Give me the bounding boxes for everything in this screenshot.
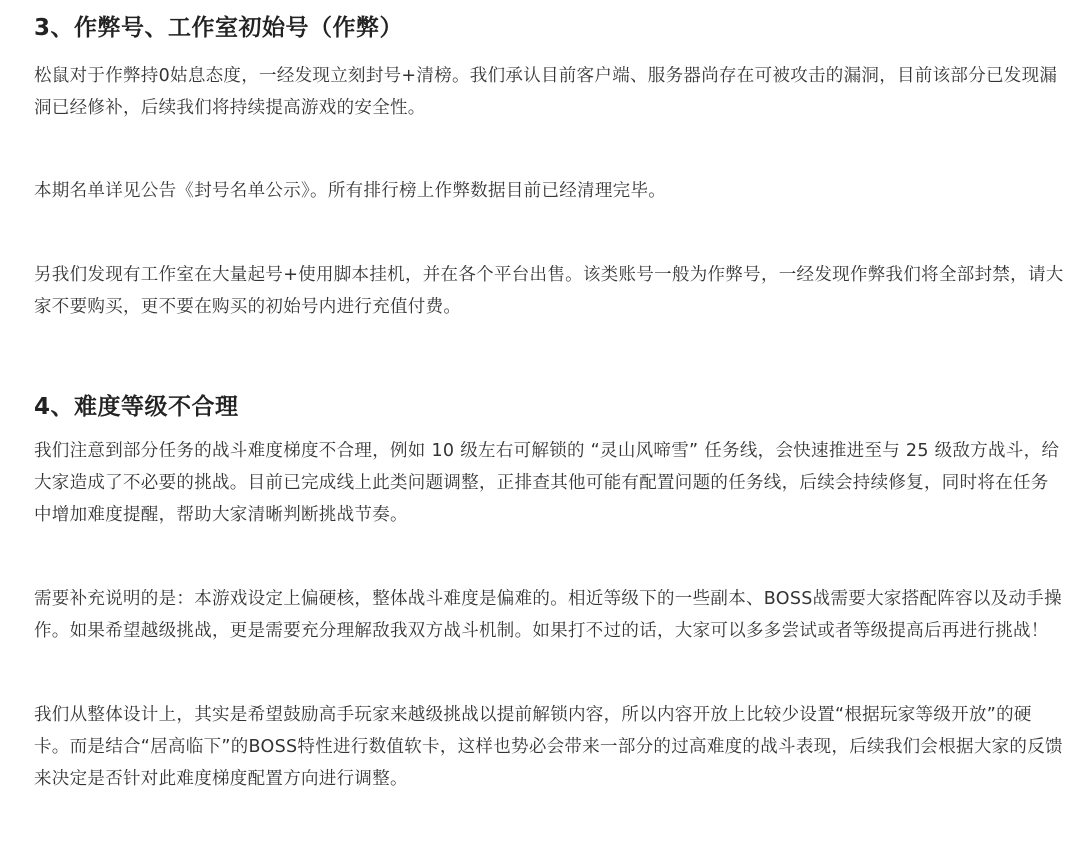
paragraph-cheating-policy: 松鼠对于作弊持0姑息态度，一经发现立刻封号+清榜。我们承认目前客户端、服务器尚存在可被攻击的漏洞，目前该部分已发现漏洞已经修补，后续我们将持续提高游戏的安全性。: [34, 66, 1058, 118]
article-body: [34, 0, 1064, 795]
paragraph-ban-list: 本期名单详见公告《封号名单公示》。所有排行榜上作弊数据目前已经清理完毕。: [34, 181, 667, 201]
paragraph-difficulty-gradient: 我们注意到部分任务的战斗难度梯度不合理，例如 10 级左右可解锁的 “灵山风啼雪” 任务线，会快速推进至与 25 级敌方战斗，给大家造成了不必要的挑战。目前已完成线上此类问题调整，正排查其他可能有配置问题的任务线，后续会持续修复，同时将在任务中增加难度提醒，帮助大家清晰判断挑战节奏。: [34, 441, 1060, 525]
section-title-difficulty: 4、难度等级不合理: [34, 394, 239, 420]
paragraph-studio-accounts: 另我们发现有工作室在大量起号+使用脚本挂机，并在各个平台出售。该类账号一般为作弊号，一经发现作弊我们将全部封禁，请大家不要购买，更不要在购买的初始号内进行充值付费。: [34, 265, 1064, 317]
section-title-cheating: 3、作弊号、工作室初始号（作弊）: [34, 15, 404, 41]
paragraph-hardcore-note: 需要补充说明的是：本游戏设定上偏硬核，整体战斗难度是偏难的。相近等级下的一些副本、BOSS战需要大家搭配阵容以及动手操作。如果希望越级挑战，更是需要充分理解敌我双方战斗机制。如果打不过的话，大家可以多多尝试或者等级提高后再进行挑战！: [34, 589, 1062, 641]
paragraph-design-intent: 我们从整体设计上，其实是希望鼓励高手玩家来越级挑战以提前解锁内容，所以内容开放上比较少设置“根据玩家等级开放”的硬卡。而是结合“居高临下”的BOSS特性进行数值软卡，这样也势必会带来一部分的过高难度的战斗表现，后续我们会根据大家的反馈来决定是否针对此难度梯度配置方向进行调整。: [34, 705, 1063, 789]
